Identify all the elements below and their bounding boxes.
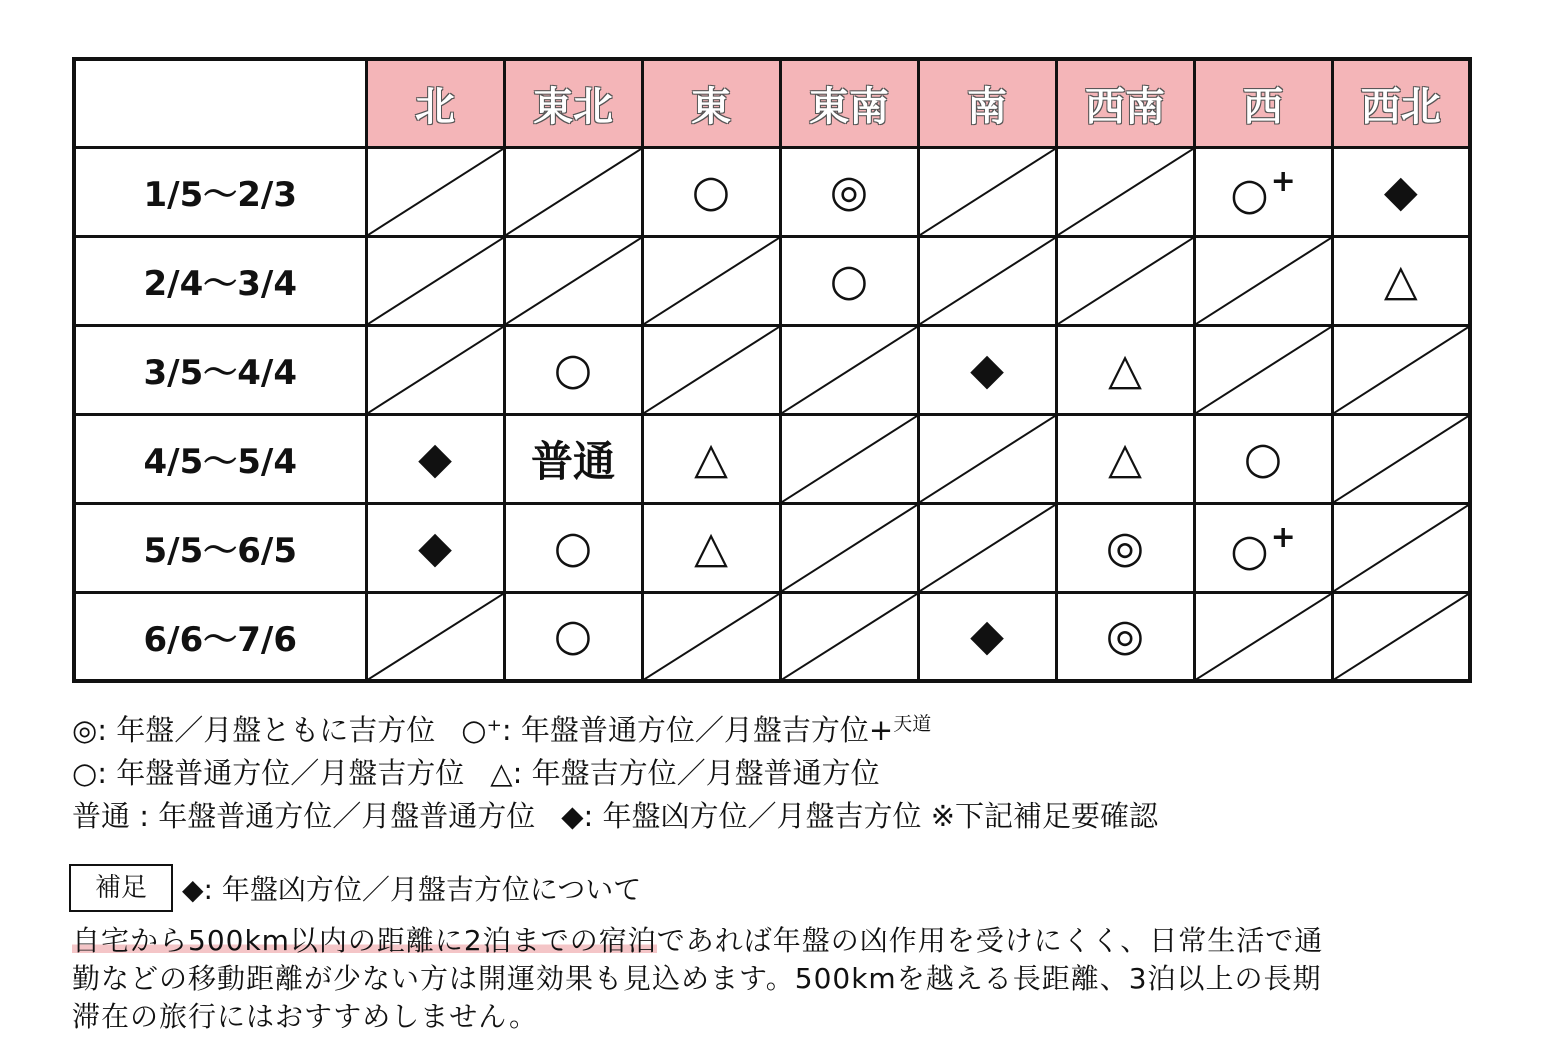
empty-cell (366, 325, 504, 414)
symbol-cell (918, 592, 1056, 681)
legend-line-3 (72, 794, 1158, 835)
circle-icon: ○ (1243, 432, 1283, 484)
double-circle-icon: ◎ (1105, 521, 1145, 573)
diagonal-slash-icon (920, 238, 1055, 324)
diagonal-slash-icon (368, 238, 503, 324)
legend-circle-plus: ○⁺: 年盤普通方位／月盤吉方位+ (461, 713, 894, 747)
diagonal-slash-icon (1196, 327, 1331, 413)
diagonal-slash-icon (782, 594, 917, 680)
empty-cell (366, 236, 504, 325)
header-row (74, 59, 1470, 147)
diagonal-slash-icon (920, 149, 1055, 235)
legend-diamond: ◆: 年盤凶方位／月盤吉方位 ※下記補足要確認 (561, 799, 1159, 833)
period-cell: 6/6～7/6 (74, 592, 366, 681)
symbol-cell (1194, 147, 1332, 236)
legend-double-circle: ◎: 年盤／月盤ともに吉方位 (72, 713, 436, 747)
legend-tendo: 天道 (893, 713, 932, 735)
table-row (74, 236, 1470, 325)
supplement-label: 補足 (69, 864, 173, 912)
symbol-cell (642, 414, 780, 503)
symbol-cell (366, 414, 504, 503)
symbol-cell (918, 325, 1056, 414)
double-circle-icon: ◎ (1105, 610, 1145, 662)
diagonal-slash-icon (782, 327, 917, 413)
empty-cell (504, 147, 642, 236)
empty-cell (1332, 414, 1470, 503)
diamond-icon: ◆ (970, 610, 1004, 662)
dir-header-northeast: 東北 (504, 59, 642, 147)
symbol-cell (504, 325, 642, 414)
legend-futsu: 普通 : 年盤普通方位／月盤普通方位 (72, 799, 536, 833)
dir-header-south: 南 (918, 59, 1056, 147)
symbol-cell (1194, 503, 1332, 592)
diagonal-slash-icon (1058, 149, 1193, 235)
triangle-icon: △ (1383, 254, 1418, 306)
empty-cell (780, 414, 918, 503)
triangle-icon: △ (694, 521, 728, 573)
empty-cell (918, 503, 1056, 592)
diagonal-slash-icon (506, 149, 641, 235)
table-row (74, 503, 1470, 592)
diagonal-slash-icon (368, 149, 503, 235)
symbol-cell (504, 592, 642, 681)
triangle-icon: △ (1108, 343, 1142, 395)
symbol-cell (1056, 503, 1194, 592)
diagonal-slash-icon (644, 594, 779, 680)
empty-cell (1194, 325, 1332, 414)
table-row (74, 147, 1470, 236)
period-cell: 2/4～3/4 (74, 236, 366, 325)
empty-cell (780, 503, 918, 592)
symbol-cell (1332, 147, 1470, 236)
table-row (74, 325, 1470, 414)
symbol-cell (366, 503, 504, 592)
empty-cell (1194, 236, 1332, 325)
empty-cell (918, 414, 1056, 503)
empty-cell (366, 592, 504, 681)
diagonal-slash-icon (782, 505, 917, 591)
diamond-icon: ◆ (418, 432, 452, 484)
empty-cell (918, 236, 1056, 325)
table-row (74, 414, 1470, 503)
dir-header-west: 西 (1194, 59, 1332, 147)
legend-triangle: △: 年盤吉方位／月盤普通方位 (490, 756, 880, 790)
diagonal-slash-icon (1058, 238, 1193, 324)
highlighted-text: 自宅から500km以内の距離に2泊までの宿泊 (72, 924, 657, 957)
legend-line-2 (72, 751, 880, 792)
diagonal-slash-icon (368, 594, 503, 680)
symbol-cell (1056, 592, 1194, 681)
dir-header-northwest: 西北 (1332, 59, 1470, 147)
legend-circle: ○: 年盤普通方位／月盤吉方位 (72, 756, 465, 790)
symbol-cell (780, 236, 918, 325)
empty-cell (1332, 325, 1470, 414)
diamond-icon: ◆ (970, 343, 1004, 395)
legend-line-1 (72, 708, 931, 749)
empty-cell (1056, 236, 1194, 325)
supplement-paragraph (72, 922, 1332, 1036)
empty-cell (780, 325, 918, 414)
diagonal-slash-icon (920, 505, 1055, 591)
triangle-icon: △ (1108, 432, 1142, 484)
diagonal-slash-icon (1334, 327, 1469, 413)
circle-icon: ○ (553, 610, 593, 662)
symbol-cell (1332, 236, 1470, 325)
diagonal-slash-icon (1334, 505, 1469, 591)
diamond-icon: ◆ (1383, 165, 1418, 217)
diagonal-slash-icon (1334, 594, 1469, 680)
supplement-body: であれば年盤の凶作用を受けにくく、日常生活で通勤などの移動距離が少ない方は開運効果も見込めます。500kmを越える長距離、3泊以上の長期滞在の旅行にはおすすめしません。 (72, 924, 1324, 1033)
diagonal-slash-icon (782, 416, 917, 502)
dir-header-east: 東 (642, 59, 780, 147)
symbol-cell (1056, 325, 1194, 414)
diagonal-slash-icon (1334, 416, 1469, 502)
empty-cell (918, 147, 1056, 236)
empty-cell (780, 592, 918, 681)
period-cell: 5/5～6/5 (74, 503, 366, 592)
diagonal-slash-icon (644, 238, 779, 324)
empty-cell (1194, 592, 1332, 681)
diagonal-slash-icon (506, 238, 641, 324)
empty-cell (642, 325, 780, 414)
diamond-icon: ◆ (418, 521, 452, 573)
empty-cell (642, 236, 780, 325)
symbol-cell (1056, 414, 1194, 503)
double-circle-icon: ◎ (829, 165, 869, 217)
circle-icon: ○ (553, 343, 593, 395)
supplement-title: ◆: 年盤凶方位／月盤吉方位について (182, 873, 642, 906)
diagonal-slash-icon (644, 327, 779, 413)
period-cell: 4/5～5/4 (74, 414, 366, 503)
direction-table (72, 57, 1472, 683)
empty-cell (642, 592, 780, 681)
symbol-cell (504, 503, 642, 592)
period-cell: 1/5～2/3 (74, 147, 366, 236)
symbol-cell (642, 503, 780, 592)
circle-icon: ○ (691, 165, 731, 217)
diagonal-slash-icon (920, 416, 1055, 502)
table-row (74, 592, 1470, 681)
empty-cell (1332, 503, 1470, 592)
dir-header-north: 北 (366, 59, 504, 147)
triangle-icon: △ (694, 432, 728, 484)
empty-cell (1056, 147, 1194, 236)
dir-header-southwest: 西南 (1056, 59, 1194, 147)
circle-icon: ○ (829, 254, 869, 306)
symbol-cell (642, 147, 780, 236)
empty-cell (366, 147, 504, 236)
dir-header-southeast: 東南 (780, 59, 918, 147)
circle-plus-icon: ○+ (1230, 519, 1296, 576)
corner-cell (74, 59, 366, 147)
diagonal-slash-icon (368, 327, 503, 413)
diagonal-slash-icon (1196, 594, 1331, 680)
symbol-cell (780, 147, 918, 236)
circle-icon: ○ (553, 521, 593, 573)
futsu-cell: 普通 (504, 414, 642, 503)
period-cell: 3/5～4/4 (74, 325, 366, 414)
empty-cell (1332, 592, 1470, 681)
diagonal-slash-icon (1196, 238, 1331, 324)
circle-plus-icon: ○+ (1230, 163, 1296, 220)
symbol-cell (1194, 414, 1332, 503)
empty-cell (504, 236, 642, 325)
